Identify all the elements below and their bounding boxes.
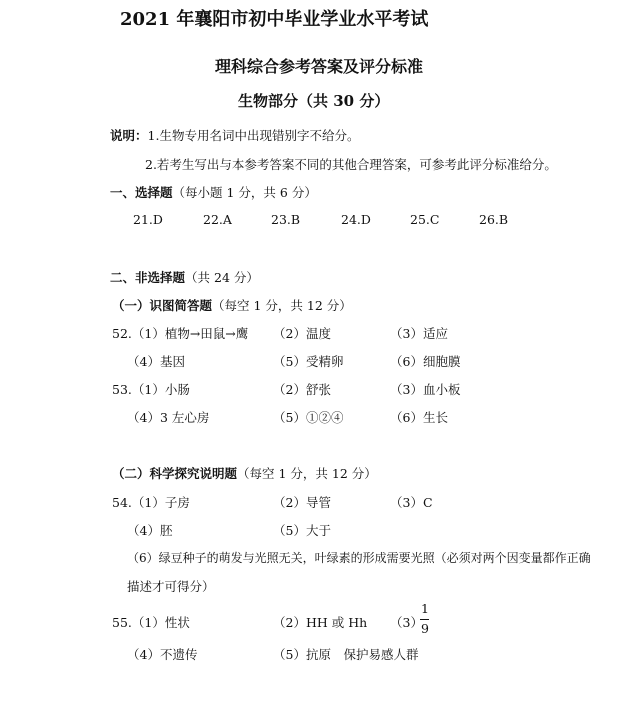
sub2-note: （每空 1 分，共 12 分） [237,466,377,481]
q53-r2-c2: （5）①②④ [273,410,344,425]
answer-23: 23.B [271,212,301,227]
q52-r1-c2: （2）温度 [273,326,331,341]
sub1-note: （每空 1 分，共 12 分） [212,298,352,313]
q55-r1-c1: 55.（1）性状 [112,615,190,630]
q53-r1-c1: 53.（1）小肠 [112,382,190,397]
q52-r1-c3: （3）适应 [390,326,448,341]
part1-heading [110,183,317,201]
q55-r1-c2: （2）HH 或 Hh [273,615,368,630]
q55-r2-c1: （4）不遗传 [127,647,198,662]
notes-label: 说明： [110,128,148,143]
q54-r2-c1: （4）胚 [127,523,173,538]
q54-item6-line1: （6）绿豆种子的萌发与光照无关，叶绿素的形成需要光照（必须对两个因变量都作正确 [127,551,591,565]
q55-r2-c2: （5）抗原 保护易感人群 [273,647,419,662]
q54-r1-c2: （2）导管 [273,495,331,510]
answer-21: 21.D [133,212,163,227]
answer-24: 24.D [341,212,371,227]
q53-r1-c2: （2）舒张 [273,382,331,397]
part1-note: （每小题 1 分，共 6 分） [172,185,317,200]
q52-r2-c3: （6）细胞膜 [390,354,461,369]
part1-heading-text: 一、选择题 [110,185,173,200]
exam-title: 2021 年襄阳市初中毕业学业水平考试 [120,9,429,30]
q52-r2-c2: （5）受精卵 [273,354,344,369]
q53-r2-c1: （4）3 左心房 [127,410,210,425]
answer-25: 25.C [410,212,440,227]
answer-26: 26.B [479,212,509,227]
part2-sub1-heading [112,296,352,314]
sub1-heading-text: （一）识图简答题 [112,298,213,313]
q53-r1-c3: （3）血小板 [390,382,461,397]
section-title: 生物部分（共 30 分） [238,92,390,110]
part2-heading [110,268,259,286]
q54-item6-line2: 描述才可得分） [127,579,215,594]
notes-line-1 [110,126,359,144]
q53-r2-c3: （6）生长 [390,410,448,425]
q52-r1-c1: 52.（1）植物→田鼠→鹰 [112,326,249,341]
part2-heading-text: 二、非选择题 [110,270,186,285]
exam-subtitle: 理科综合参考答案及评分标准 [215,57,424,76]
part2-note: （共 24 分） [185,270,259,285]
answer-22: 22.A [203,212,232,227]
notes-line-2: 2.若考生写出与本参考答案不同的其他合理答案，可参考此评分标准给分。 [145,157,557,172]
q54-r1-c3: （3）C [390,495,433,510]
fraction-numerator: 1 [421,601,429,616]
fraction-denominator: 9 [421,621,429,636]
q54-r1-c1: 54.（1）子房 [112,495,190,510]
fraction-bar [420,619,429,620]
q52-r2-c1: （4）基因 [127,354,185,369]
part2-sub2-heading [112,464,377,482]
notes-text-1: 1.生物专用名词中出现错别字不给分。 [147,128,360,143]
q54-r2-c2: （5）大于 [273,523,331,538]
q55-r1-c3: （3） [390,615,423,630]
sub2-heading-text: （二）科学探究说明题 [112,466,238,481]
